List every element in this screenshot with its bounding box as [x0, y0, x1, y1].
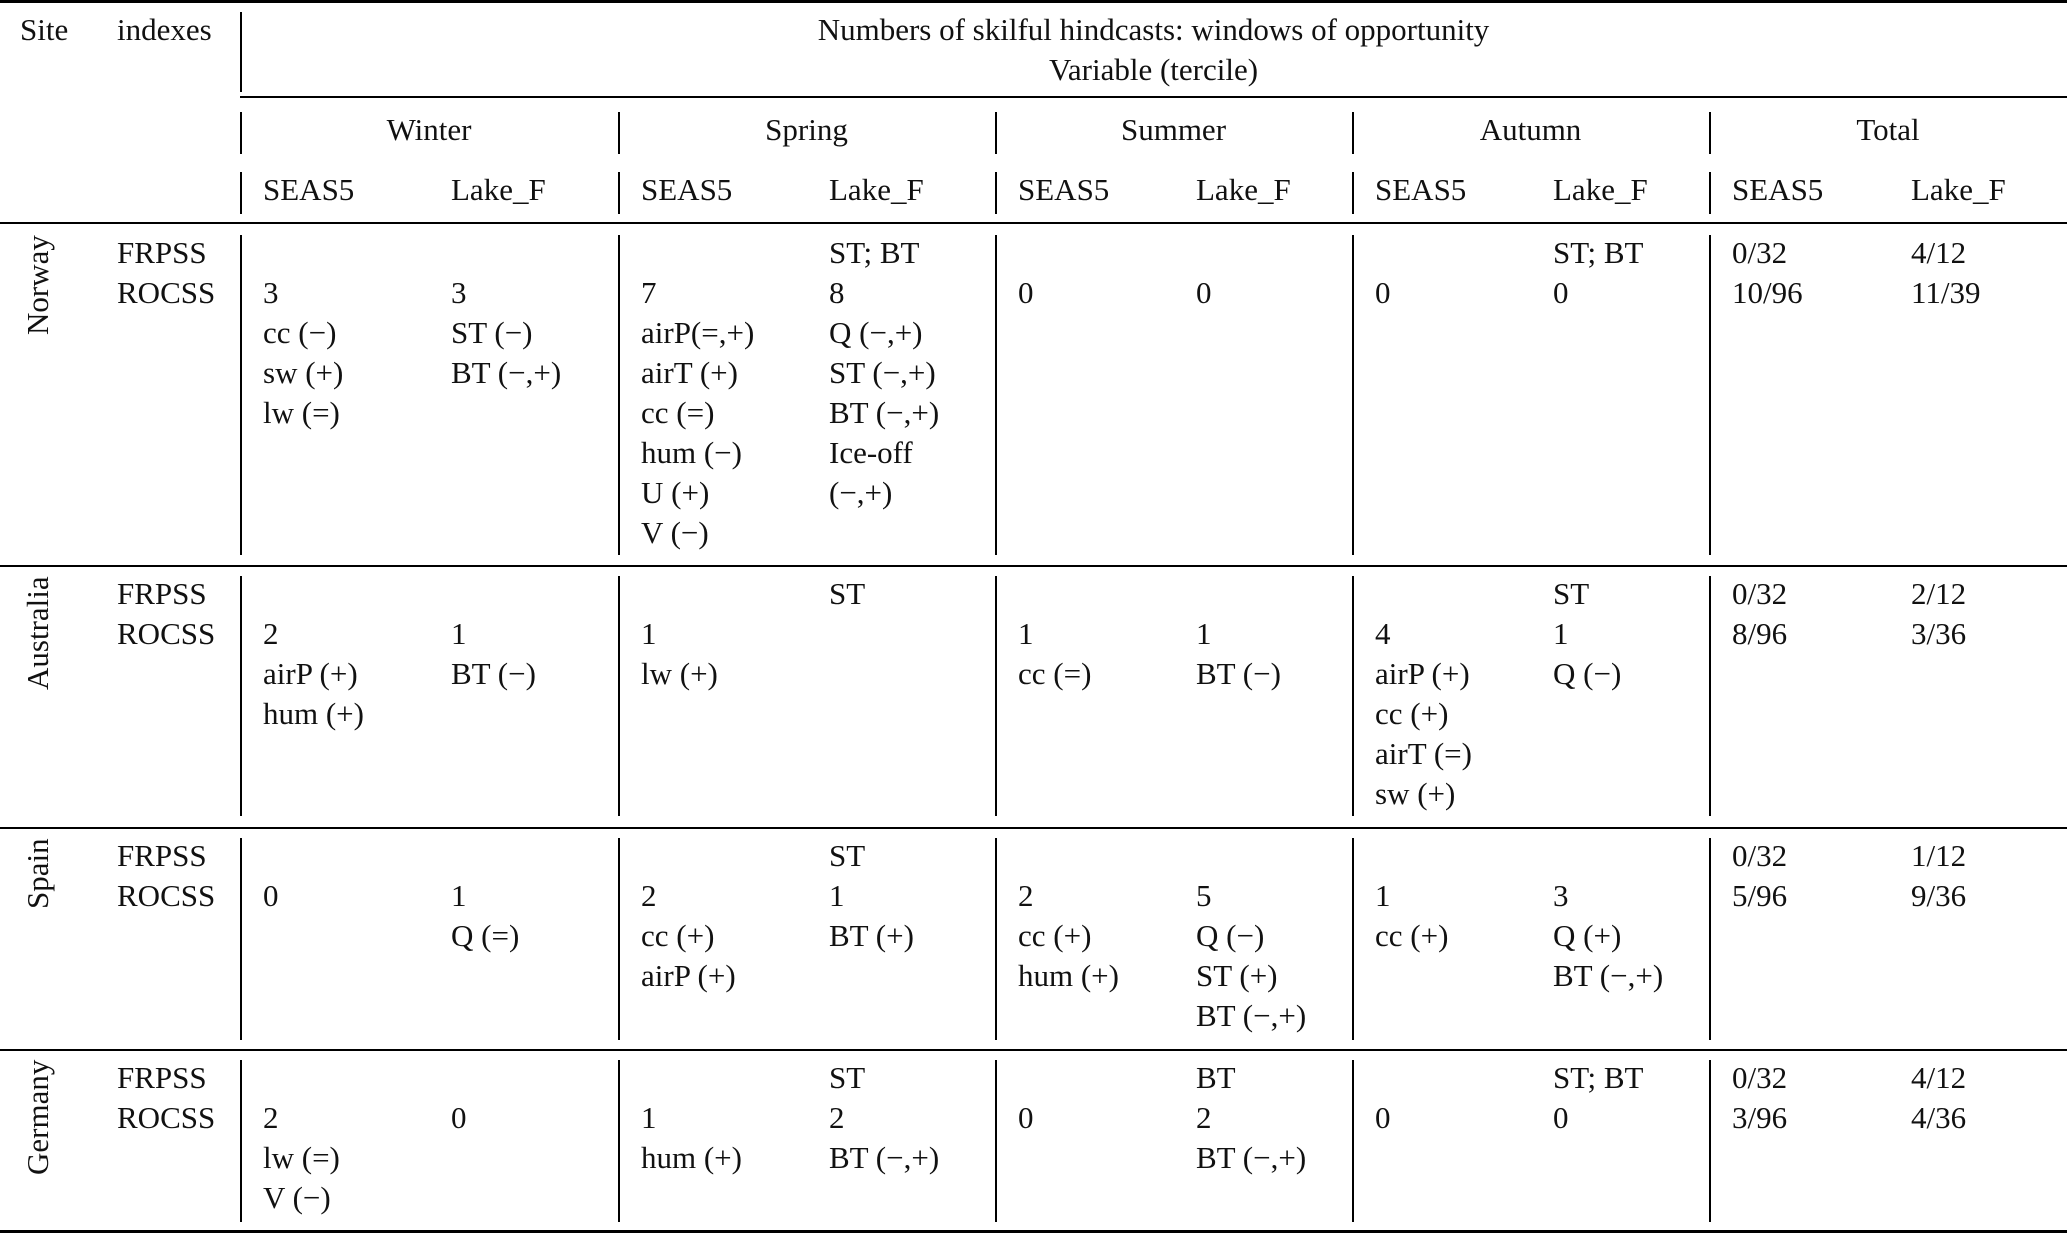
table-cell: 0/32 5/96	[1732, 838, 1788, 913]
row-rule-germany	[0, 1049, 2067, 1051]
table-cell: ST; BT 8 Q (−,+) ST (−,+) BT (−,+) Ice-off (−,+)	[829, 235, 940, 510]
season-spring: Spring	[765, 112, 848, 147]
index-frpss-australia: FRPSS	[117, 576, 207, 611]
index-frpss-germany: FRPSS	[117, 1060, 207, 1095]
row-vline-australia-4	[1709, 576, 1711, 816]
table-cell: 4/12 4/36	[1911, 1060, 1967, 1135]
row-vline-norway-2	[995, 235, 997, 555]
row-vline-australia-1	[618, 576, 620, 816]
table-cell: 2 airP (+) hum (+)	[263, 616, 364, 731]
row-vline-norway-4	[1709, 235, 1711, 555]
table-cell: 0	[1018, 275, 1034, 310]
table-cell: 4 airP (+) cc (+) airT (=) sw (+)	[1375, 616, 1472, 811]
table-cell: 1 cc (+)	[1375, 878, 1449, 953]
header-vline-sub-3	[1352, 172, 1354, 214]
table-cell: ST; BT 0	[1553, 235, 1644, 310]
row-vline-norway-0	[240, 235, 242, 555]
index-rocss-germany: ROCSS	[117, 1100, 216, 1135]
header-title-line1: Numbers of skilful hindcasts: windows of opportunity	[817, 12, 1490, 47]
sub-header: SEAS5	[641, 172, 733, 207]
header-vline-sub-1	[618, 172, 620, 214]
table-cell: 1 hum (+)	[641, 1100, 742, 1175]
table-cell: ST 2 BT (−,+)	[829, 1060, 940, 1175]
sub-header: SEAS5	[1375, 172, 1467, 207]
table-cell: 0	[1375, 275, 1391, 310]
top-rule	[0, 0, 2067, 3]
header-vline-sub-4	[1709, 172, 1711, 214]
index-rocss-norway: ROCSS	[117, 275, 216, 310]
sub-header: Lake_F	[1553, 172, 1648, 207]
header-bottom-rule	[0, 222, 2067, 224]
index-frpss-norway: FRPSS	[117, 235, 207, 270]
row-rule-australia	[0, 565, 2067, 567]
season-winter: Winter	[386, 112, 472, 147]
table-cell: 3 ST (−) BT (−,+)	[451, 275, 562, 390]
index-rocss-spain: ROCSS	[117, 878, 216, 913]
season-summer: Summer	[1120, 112, 1227, 147]
table-cell: 2 cc (+) airP (+)	[641, 878, 736, 993]
row-rule-spain	[0, 827, 2067, 829]
table-cell: ST 1 Q (−)	[1553, 576, 1622, 691]
sub-header: Lake_F	[1196, 172, 1291, 207]
site-label-australia: Australia	[20, 576, 55, 690]
table-cell: 1 BT (−)	[1196, 616, 1281, 691]
row-vline-germany-2	[995, 1060, 997, 1222]
sub-header: Lake_F	[829, 172, 924, 207]
site-label-norway: Norway	[20, 235, 55, 335]
table-cell: 1 BT (−)	[451, 616, 536, 691]
title-rule	[240, 96, 2067, 98]
sub-header: SEAS5	[263, 172, 355, 207]
sub-header: SEAS5	[1732, 172, 1824, 207]
table-cell: 2 cc (+) hum (+)	[1018, 878, 1119, 993]
table-cell: 0	[1375, 1100, 1391, 1135]
index-rocss-australia: ROCSS	[117, 616, 216, 651]
table-cell: BT 2 BT (−,+)	[1196, 1060, 1307, 1175]
table-cell: 4/12 11/39	[1911, 235, 1981, 310]
index-frpss-spain: FRPSS	[117, 838, 207, 873]
table-cell: 1 lw (+)	[641, 616, 718, 691]
sub-header: SEAS5	[1018, 172, 1110, 207]
table-cell: ST 1 BT (+)	[829, 838, 914, 953]
header-site: Site	[20, 12, 69, 47]
sub-header: Lake_F	[1911, 172, 2006, 207]
row-vline-australia-0	[240, 576, 242, 816]
season-total: Total	[1856, 112, 1920, 147]
table-cell: ST	[829, 576, 866, 611]
row-vline-australia-3	[1352, 576, 1354, 816]
table-cell: ST; BT 0	[1553, 1060, 1644, 1135]
header-vline-sub-0	[240, 172, 242, 214]
table-cell: 1/12 9/36	[1911, 838, 1967, 913]
row-vline-germany-1	[618, 1060, 620, 1222]
table-cell: 0	[1018, 1100, 1034, 1135]
row-vline-australia-2	[995, 576, 997, 816]
row-vline-germany-4	[1709, 1060, 1711, 1222]
table-cell: 7 airP(=,+) airT (+) cc (=) hum (−) U (+) V (−)	[641, 275, 755, 550]
header-title-line2: Variable (tercile)	[1048, 52, 1259, 87]
site-label-spain: Spain	[20, 838, 55, 909]
row-vline-spain-4	[1709, 838, 1711, 1040]
table-cell: 0	[1196, 275, 1212, 310]
row-vline-norway-3	[1352, 235, 1354, 555]
header-indexes: indexes	[117, 12, 212, 47]
table-cell: 0	[451, 1100, 467, 1135]
table-cell: 1 cc (=)	[1018, 616, 1092, 691]
row-vline-spain-0	[240, 838, 242, 1040]
header-vline-sub-2	[995, 172, 997, 214]
table-cell: 0	[263, 878, 279, 913]
row-vline-germany-0	[240, 1060, 242, 1222]
row-vline-spain-1	[618, 838, 620, 1040]
table-cell: 0/32 3/96	[1732, 1060, 1788, 1135]
season-autumn: Autumn	[1479, 112, 1582, 147]
row-vline-spain-3	[1352, 838, 1354, 1040]
sub-header: Lake_F	[451, 172, 546, 207]
row-vline-norway-1	[618, 235, 620, 555]
table-cell: 5 Q (−) ST (+) BT (−,+)	[1196, 878, 1307, 1033]
row-vline-germany-3	[1352, 1060, 1354, 1222]
table-cell: 2 lw (=) V (−)	[263, 1100, 340, 1215]
table-cell: 0/32 10/96	[1732, 235, 1803, 310]
row-vline-spain-2	[995, 838, 997, 1040]
table-cell: 3 cc (−) sw (+) lw (=)	[263, 275, 344, 430]
site-label-germany: Germany	[20, 1059, 55, 1175]
table-cell: 2/12 3/36	[1911, 576, 1967, 651]
table-cell: 0/32 8/96	[1732, 576, 1788, 651]
table-cell: 1 Q (=)	[451, 878, 520, 953]
table-cell: 3 Q (+) BT (−,+)	[1553, 878, 1664, 993]
